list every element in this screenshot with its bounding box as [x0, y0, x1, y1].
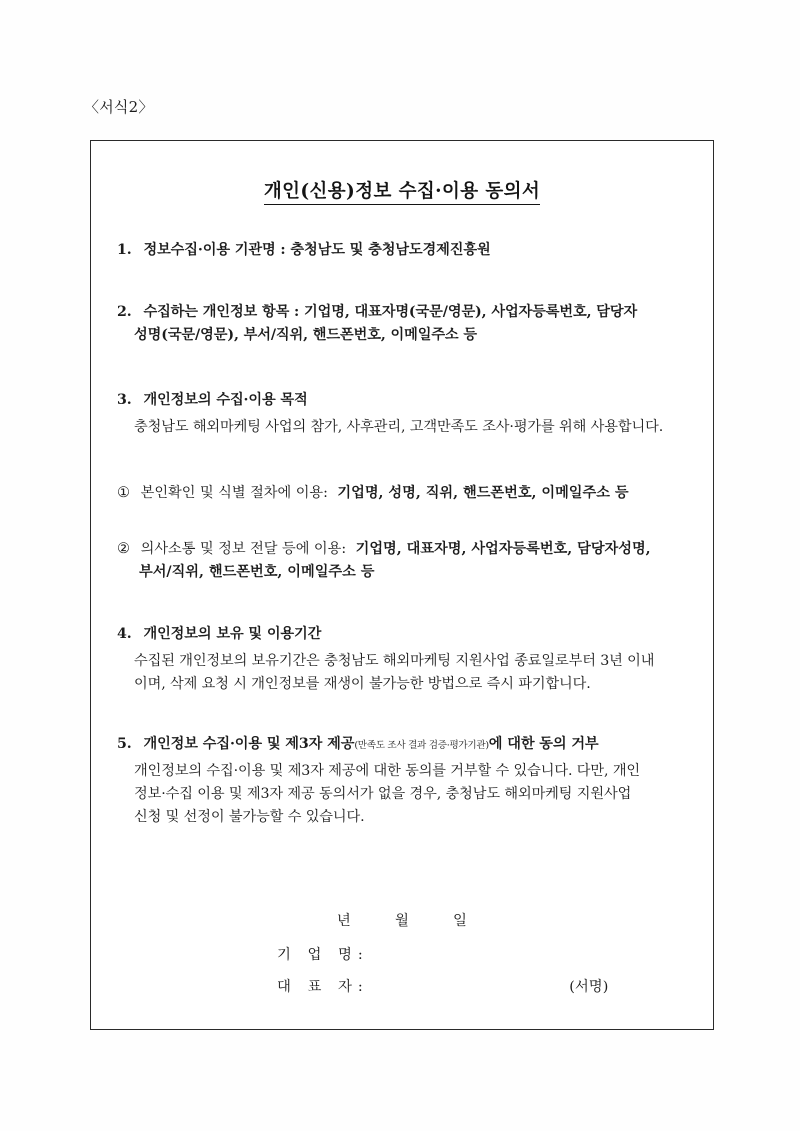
- signature-representative-row: [277, 975, 608, 996]
- item-3-number: 3.: [117, 392, 132, 408]
- signature-sign-mark: (서명): [569, 979, 609, 995]
- section-item-2: [117, 301, 697, 347]
- item-3-heading: 개인정보의 수집·이용 목적: [143, 392, 308, 408]
- item-2-heading-line1: 수집하는 개인정보 항목 : 기업명, 대표자명(국문/영문), 사업자등록번호, 담당자: [143, 304, 638, 320]
- signature-day-label: 일: [453, 913, 468, 929]
- item-1-number: 1.: [117, 242, 132, 258]
- item-2-heading-row-1: [117, 301, 697, 324]
- item-1-heading: 정보수집·이용 기관명 : 충청남도 및 충청남도경제진흥원: [143, 242, 491, 258]
- item-5-number: 5.: [117, 736, 132, 752]
- sub-item-2-marker: ②: [117, 540, 131, 557]
- item-4-heading: 개인정보의 보유 및 이용기간: [143, 626, 322, 642]
- item-4-body-row-1: [117, 650, 697, 673]
- item-2-heading-line2: 성명(국문/영문), 부서/직위, 핸드폰번호, 이메일주소 등: [134, 327, 477, 343]
- form-tag-label: 〈서식2〉: [84, 98, 154, 116]
- signature-month-label: 월: [394, 913, 410, 929]
- signature-company-label: 기 업 명:: [277, 947, 369, 963]
- item-1-heading-row: [117, 239, 697, 262]
- item-5-heading-row: [117, 733, 697, 756]
- item-5-body-line1: 개인정보의 수집·이용 및 제3자 제공에 대한 동의를 거부할 수 있습니다. 다만, 개인: [134, 763, 641, 779]
- sub-item-2-lead: 의사소통 및 정보 전달 등에 이용:: [140, 541, 347, 557]
- item-4-body-line1: 수집된 개인정보의 보유기간은 충청남도 해외마케팅 지원사업 종료일로부터 3년 이내: [134, 653, 655, 669]
- item-2-heading-row-2: [117, 324, 697, 347]
- item-2-number: 2.: [117, 304, 132, 320]
- item-3-heading-row: [117, 389, 697, 412]
- section-sub-item-1: [117, 481, 697, 505]
- item-5-body-line2: 정보·수집 이용 및 제3자 제공 동의서가 없을 경우, 충청남도 해외마케팅 지원사업: [134, 786, 632, 802]
- item-4-body-row-2: [117, 673, 697, 696]
- sub-item-1-marker: ①: [117, 484, 131, 501]
- item-4-body-line2: 이며, 삭제 요청 시 개인정보를 재생이 불가능한 방법으로 즉시 파기합니다.: [134, 676, 591, 692]
- signature-date-row: [91, 909, 713, 930]
- sub-item-1-lead: 본인확인 및 식별 절차에 이용:: [140, 485, 328, 501]
- page-title: [91, 177, 713, 203]
- sub-item-1-emphasis: 기업명, 성명, 직위, 핸드폰번호, 이메일주소 등: [337, 485, 629, 501]
- sub-item-2-emphasis-line2: 부서/직위, 핸드폰번호, 이메일주소 등: [139, 564, 375, 580]
- item-3-body: 충청남도 해외마케팅 사업의 참가, 사후관리, 고객만족도 조사·평가를 위해 사용합니다.: [134, 419, 664, 435]
- item-4-heading-row: [117, 623, 697, 646]
- item-5-body-row-2: [117, 783, 697, 806]
- page-title-text: 개인(신용)정보 수집·이용 동의서: [264, 181, 540, 205]
- consent-form-inner: [91, 141, 713, 1029]
- item-3-body-row: [117, 416, 697, 439]
- sub-item-2-row-1: [117, 537, 697, 561]
- item-5-heading-note: (만족도 조사 결과 검증·평가기관): [354, 740, 489, 751]
- section-sub-item-2: [117, 537, 697, 584]
- section-item-4: [117, 623, 697, 696]
- item-5-heading-part2: 에 대한 동의 거부: [488, 736, 599, 752]
- item-5-body-row-1: [117, 760, 697, 783]
- item-5-body-row-3: [117, 806, 697, 829]
- section-item-5: [117, 733, 697, 829]
- item-5-body-line3: 신청 및 선정이 불가능할 수 있습니다.: [134, 809, 365, 825]
- signature-year-label: 년: [336, 913, 351, 929]
- consent-form-box: [90, 140, 714, 1030]
- sub-item-2-emphasis-line1: 기업명, 대표자명, 사업자등록번호, 담당자성명,: [355, 541, 651, 557]
- item-4-number: 4.: [117, 626, 132, 642]
- section-item-3: [117, 389, 697, 439]
- sub-item-1-row: [117, 481, 697, 505]
- section-item-1: [117, 239, 697, 262]
- signature-company-row: [277, 943, 369, 964]
- item-5-heading-part1: 개인정보 수집·이용 및 제3자 제공: [143, 736, 355, 752]
- sub-item-2-row-2: [117, 561, 697, 584]
- signature-representative-label: 대 표 자:: [277, 979, 369, 995]
